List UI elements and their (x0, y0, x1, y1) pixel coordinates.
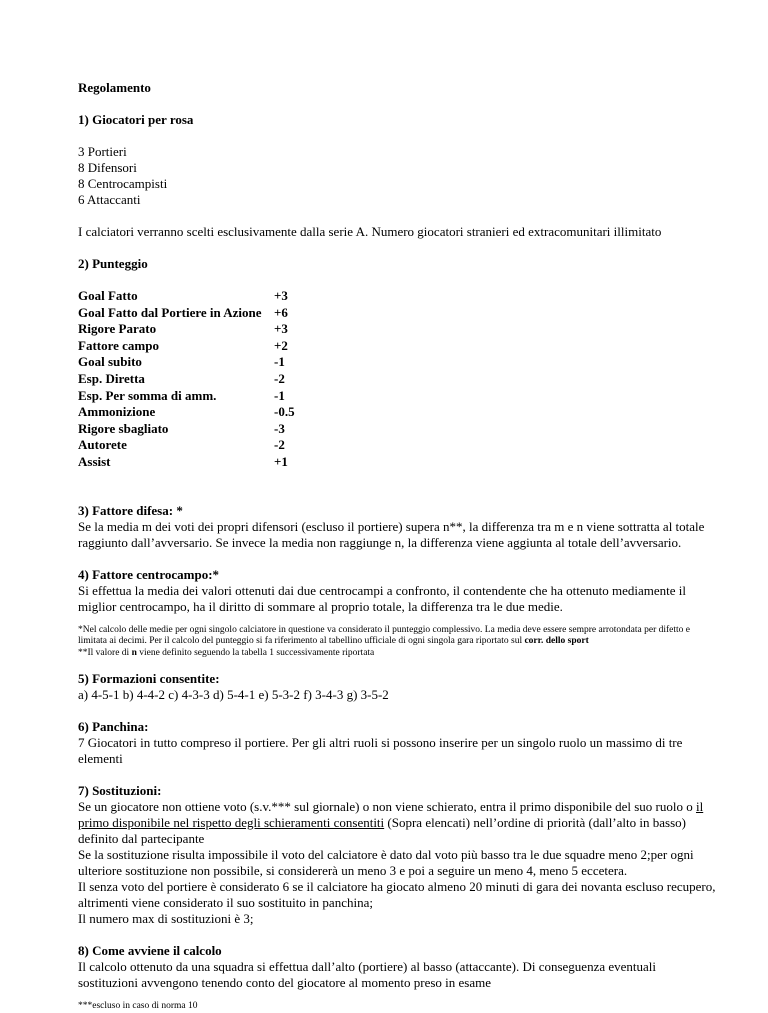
footnote-n: n (131, 647, 137, 658)
scoring-value: +3 (274, 288, 288, 303)
footnote-text: viene definito seguendo la tabella 1 successivamente riportata (136, 647, 375, 658)
scoring-label: Esp. Diretta (78, 370, 145, 386)
scoring-value: +1 (274, 453, 288, 469)
scoring-value: -3 (274, 420, 285, 436)
section-7-paragraph-3: Il senza voto del portiere è considerato 6 se il calciatore ha giocato almeno 20 minuti di gara dei novanta escluso recupero, altrimenti viene considerato il suo sostituito in panchina; (78, 879, 716, 911)
section-8-body: Il calcolo ottenuto da una squadra si effettua dall’alto (portiere) al basso (attaccante). Di conseguenza eventuali sostituzioni avvengono tenendo conto del giocatore al momento preso in esame (78, 959, 657, 991)
roster-item: 3 Portieri (78, 144, 127, 159)
section-3-heading: 3) Fattore difesa: * (78, 502, 183, 518)
scoring-label: Rigore sbagliato (78, 420, 169, 436)
footnote-n-value (78, 648, 718, 660)
roster-item: 6 Attaccanti (78, 192, 141, 207)
section-7-text: (Sopra elencati) nell’ordine di priorità (dall’alto in basso) definito dal partecipante (78, 815, 686, 847)
section-7-paragraph-2: Se la sostituzione risulta impossibile il voto del calciatore è dato dal voto più basso tra le due squadre meno 2;per ogni ulteriore sostituzione non possibile, si considererà un meno 3 e poi a seguire un meno 4, meno 5 eccetera. (78, 847, 694, 879)
section-7-heading: 7) Sostituzioni: (78, 783, 162, 799)
section-1-heading: 1) Giocatori per rosa (78, 112, 194, 127)
section-3-body: Se la media m dei voti dei propri difensori (escluso il portiere) supera n**, la differenza tra m e n viene sottratta al totale raggiunto dall’avversario. Se invece la media non raggiunge n, la differenza viene aggiunta al totale dell’avversario. (78, 518, 705, 550)
section-7-paragraph-4: Il numero max di sostituzioni è 3; (78, 911, 254, 927)
section-2-heading: 2) Punteggio (78, 256, 148, 271)
scoring-label: Esp. Per somma di amm. (78, 387, 217, 403)
section-5-heading: 5) Formazioni consentite: (78, 671, 220, 687)
section-1-note: I calciatori verranno scelti esclusivamente dalla serie A. Numero giocatori stranieri ed extracomunitari illimitato (78, 224, 662, 239)
scoring-table (78, 288, 718, 471)
scoring-value: -2 (274, 370, 285, 386)
footnote-source: corr. dello sport (524, 636, 589, 647)
scoring-label: Goal Fatto dal Portiere in Azione (78, 304, 262, 320)
document-title: Regolamento (78, 80, 151, 95)
scoring-label: Ammonizione (78, 404, 156, 420)
section-4-body: Si effettua la media dei valori ottenuti dai due centrocampi a confronto, il contendente che ha ottenuto mediamente il miglior centrocampo, ha il diritto di sommare al proprio totale, la differenza tra le due medie. (78, 582, 687, 614)
scoring-label: Autorete (78, 437, 127, 453)
section-4-heading: 4) Fattore centrocampo:* (78, 566, 220, 582)
section-7-paragraph-1 (78, 799, 718, 847)
footnote-averages (78, 625, 718, 648)
scoring-value: -0.5 (274, 404, 295, 420)
scoring-label: Rigore Parato (78, 321, 157, 337)
scoring-value: -1 (274, 354, 285, 370)
scoring-label: Fattore campo (78, 337, 159, 353)
section-7-underlined-text: il primo disponibile nel rispetto degli schieramenti consentiti (78, 799, 704, 831)
scoring-label: Goal subito (78, 354, 142, 370)
document-page (78, 80, 718, 1013)
scoring-label: Assist (78, 453, 111, 469)
roster-item: 8 Difensori (78, 160, 137, 175)
scoring-value: -1 (274, 387, 285, 403)
scoring-value: -2 (274, 437, 285, 453)
footnote-text: *Nel calcolo delle medie per ogni singolo calciatore in questione va considerato il punteggio complessivo. La media deve essere sempre arrotondata per difetto e limitata ai decimi. Per il calcolo del punteggio si fa riferimento al tabellino ufficiale di ogni singola gara riportato sul (78, 624, 691, 647)
footnote-text: **Il valore di (78, 647, 132, 658)
scoring-value: +3 (274, 321, 288, 337)
scoring-value: +2 (274, 337, 288, 353)
scoring-label: Goal Fatto (78, 288, 138, 303)
scoring-value: +6 (274, 304, 288, 320)
section-8-heading: 8) Come avviene il calcolo (78, 943, 222, 959)
section-7-text: Se un giocatore non ottiene voto (s.v.*** sul giornale) o non viene schierato, entra il primo disponibile del suo ruolo o (78, 799, 696, 815)
section-5-body: a) 4-5-1 b) 4-4-2 c) 4-3-3 d) 5-4-1 e) 5-3-2 f) 3-4-3 g) 3-5-2 (78, 687, 389, 703)
footnote-norma: ***escluso in caso di norma 10 (78, 1001, 198, 1012)
section-6-heading: 6) Panchina: (78, 719, 149, 735)
roster-item: 8 Centrocampisti (78, 176, 168, 191)
section-6-body: 7 Giocatori in tutto compreso il portiere. Per gli altri ruoli si possono inserire per un singolo ruolo un massimo di tre elementi (78, 735, 683, 767)
